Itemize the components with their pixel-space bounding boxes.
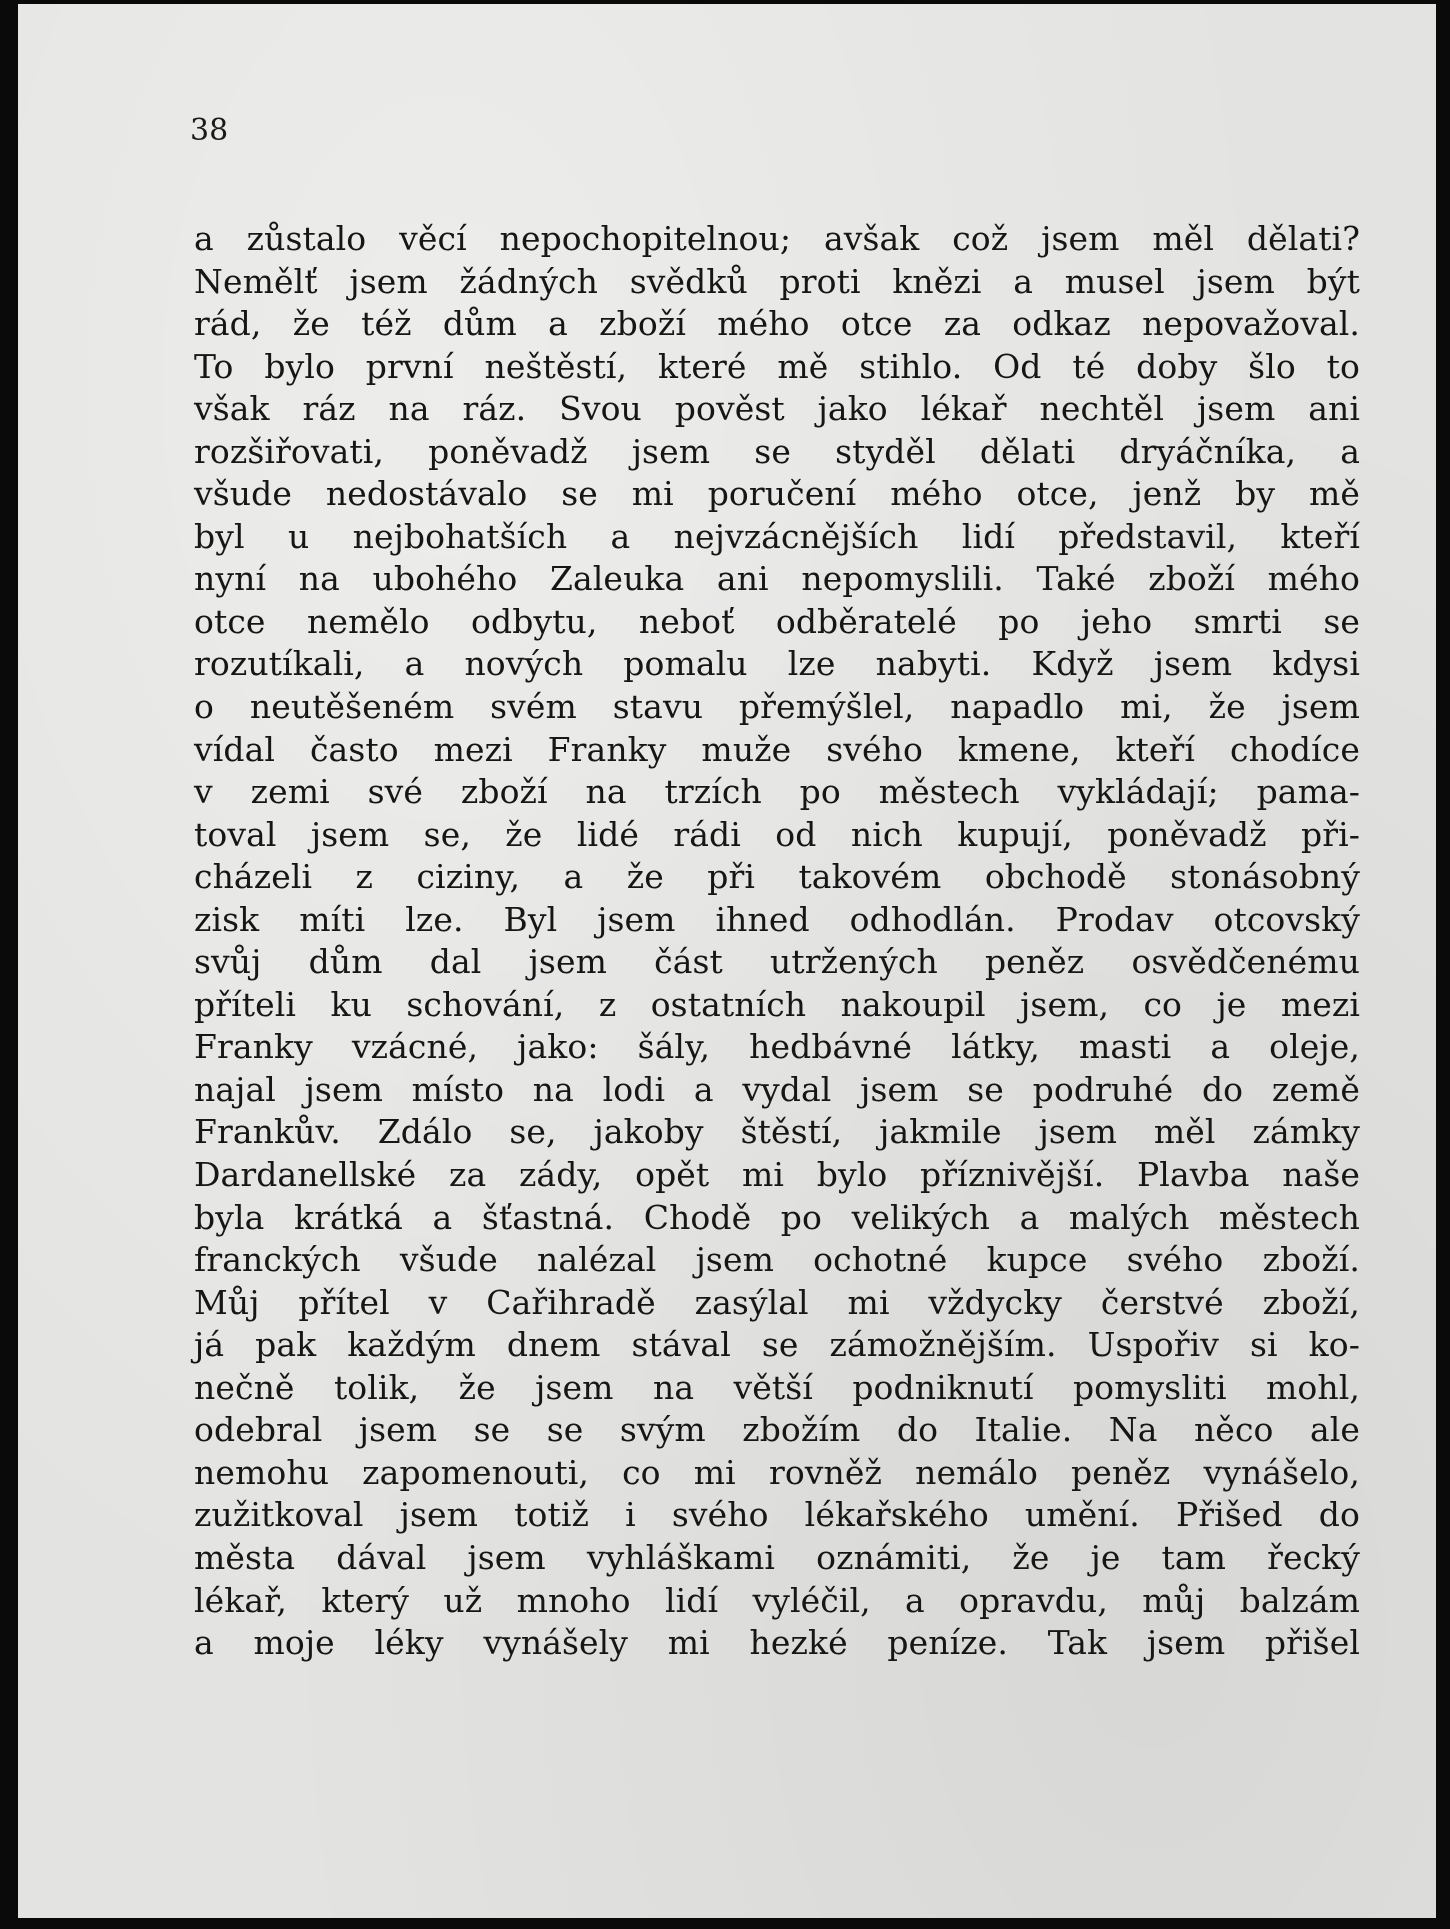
text-line: Nemělť jsem žádných svědků proti knězi a musel jsem být — [194, 261, 1360, 301]
text-line: rozšiřovati, poněvadž jsem se styděl dělati dryáčníka, a — [194, 431, 1360, 471]
text-line: byl u nejbohatších a nejvzácnějších lidí představil, kteří — [194, 516, 1360, 556]
text-line: toval jsem se, že lidé rádi od nich kupují, poněvadž při- — [194, 814, 1360, 854]
text-line: rozutíkali, a nových pomalu lze nabyti. Když jsem kdysi — [194, 644, 1360, 684]
text-line: Franky vzácné, jako: šály, hedbávné látky, masti a oleje, — [194, 1027, 1360, 1067]
text-line: a moje léky vynášely mi hezké peníze. Tak jsem přišel — [194, 1623, 1360, 1663]
text-line: rád, že též dům a zboží mého otce za odkaz nepovažoval. — [194, 304, 1360, 344]
text-line: o neutěšeném svém stavu přemýšlel, napadlo mi, že jsem — [194, 687, 1360, 727]
text-line: nyní na ubohého Zaleuka ani nepomyslili. Také zboží mého — [194, 559, 1360, 599]
book-page — [18, 4, 1436, 1918]
text-line: Frankův. Zdálo se, jakoby štěstí, jakmile jsem měl zámky — [194, 1112, 1360, 1152]
text-line: odebral jsem se se svým zbožím do Italie. Na něco ale — [194, 1410, 1360, 1450]
text-line: města dával jsem vyhláškami oznámiti, že je tam řecký — [194, 1537, 1360, 1577]
text-line: všude nedostávalo se mi poručení mého otce, jenž by mě — [194, 474, 1360, 514]
text-line: já pak každým dnem stával se zámožnějším. Uspořiv si ko- — [194, 1325, 1360, 1365]
text-line: nemohu zapomenouti, co mi rovněž nemálo peněz vynášelo, — [194, 1452, 1360, 1492]
text-line: a zůstalo věcí nepochopitelnou; avšak což jsem měl dělati? — [194, 219, 1360, 258]
text-line: franckých všude nalézal jsem ochotné kupce svého zboží. — [194, 1240, 1360, 1280]
text-line: příteli ku schování, z ostatních nakoupil jsem, co je mezi — [194, 984, 1360, 1024]
text-line: vídal často mezi Franky muže svého kmene, kteří chodíce — [194, 729, 1360, 769]
text-line: najal jsem místo na lodi a vydal jsem se podruhé do země — [194, 1069, 1360, 1109]
text-line: však ráz na ráz. Svou pověst jako lékař nechtěl jsem ani — [194, 389, 1360, 429]
text-line: cházeli z ciziny, a že při takovém obchodě stonásobný — [194, 857, 1360, 897]
body-text — [194, 218, 1360, 1665]
page-number: 38 — [190, 113, 229, 148]
text-line: Dardanellské za zády, opět mi bylo příznivější. Plavba naše — [194, 1155, 1360, 1195]
text-line: Můj přítel v Cařihradě zasýlal mi vždycky čerstvé zboží, — [194, 1282, 1360, 1322]
text-line: byla krátká a šťastná. Chodě po velikých a malých městech — [194, 1197, 1360, 1237]
text-line: zužitkoval jsem totiž i svého lékařského umění. Přišed do — [194, 1495, 1360, 1535]
text-line: otce nemělo odbytu, neboť odběratelé po jeho smrti se — [194, 601, 1360, 641]
text-line: To bylo první neštěstí, které mě stihlo. Od té doby šlo to — [194, 346, 1360, 386]
text-line: svůj dům dal jsem část utržených peněz osvědčenému — [194, 942, 1360, 982]
text-line: v zemi své zboží na trzích po městech vykládají; pama- — [194, 772, 1360, 812]
text-line: lékař, který už mnoho lidí vyléčil, a opravdu, můj balzám — [194, 1580, 1360, 1620]
text-line: zisk míti lze. Byl jsem ihned odhodlán. Prodav otcovský — [194, 899, 1360, 939]
text-line: nečně tolik, že jsem na větší podniknutí pomysliti mohl, — [194, 1367, 1360, 1407]
